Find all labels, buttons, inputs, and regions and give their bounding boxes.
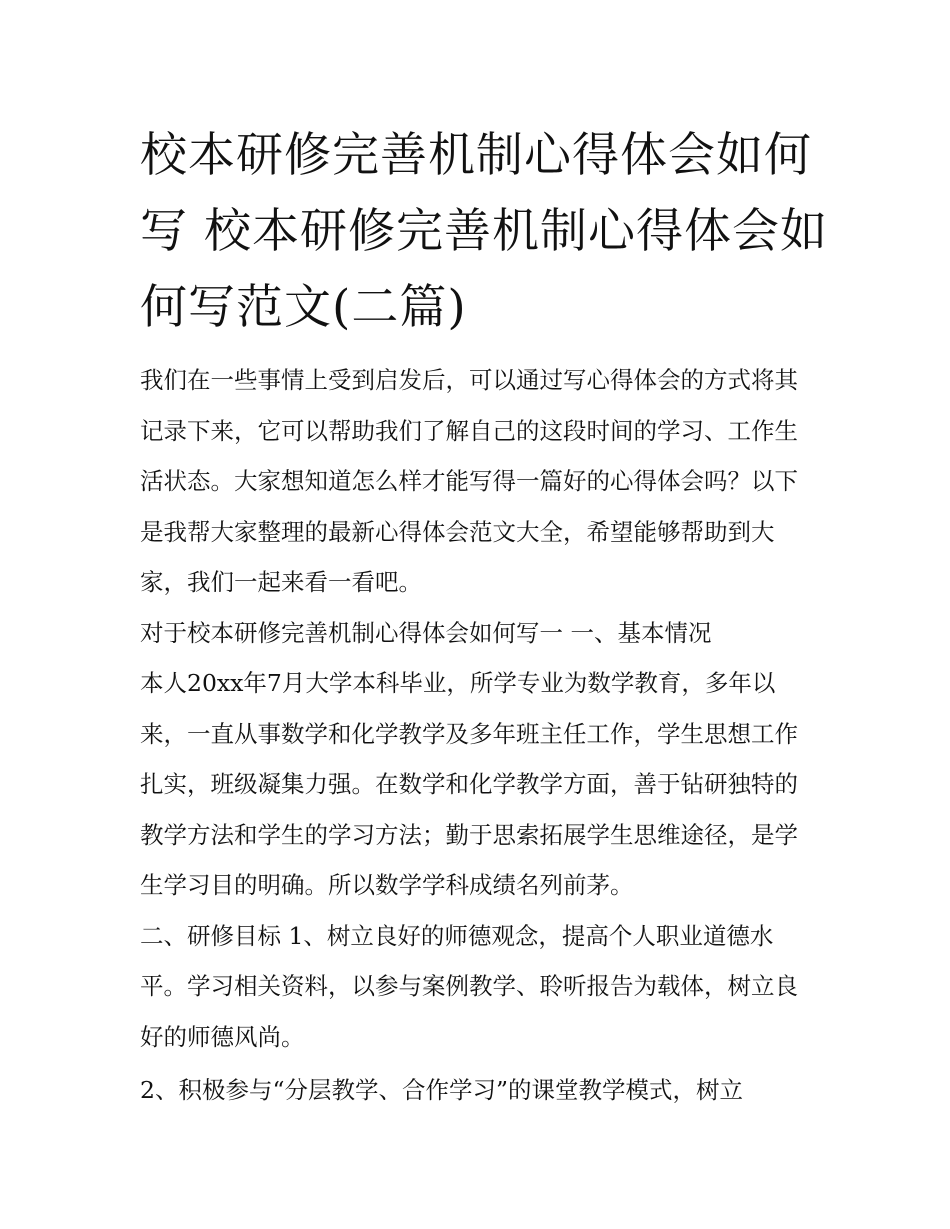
paragraph-intro: 我们在一些事情上受到启发后，可以通过写心得体会的方式将其记录下来，它可以帮助我们了解自己的这段时间的学习、工作生活状态。大家想知道怎么样才能写得一篇好的心得体会吗？以下是我帮大家整理的最新心得体会范文大全，希望能够帮助到大家，我们一起来看一看吧。	[140, 366, 798, 596]
paragraph-basic-info: 本人20xx年7月大学本科毕业，所学专业为数学教育，多年以来，一直从事数学和化学教学及多年班主任工作，学生思想工作扎实，班级凝集力强。在数学和化学教学方面，善于钻研独特的教学方法和学生的学习方法；勤于思索拓展学生思维途径，是学生学习目的明确。所以数学学科成绩名列前茅。	[140, 669, 798, 899]
paragraph-goal-2: 2、积极参与“分层教学、合作学习”的课堂教学模式，树立	[140, 1076, 743, 1104]
paragraph-section-heading: 对于校本研修完善机制心得体会如何写一 一、基本情况	[140, 618, 712, 647]
document-body	[140, 355, 820, 1116]
paragraph-goal-1: 二、研修目标 1、树立良好的师德观念，提高个人职业道德水平。学习相关资料，以参与案例教学、聆听报告为载体，树立良好的师德风尚。	[140, 921, 798, 1051]
document-title: 校本研修完善机制心得体会如何写 校本研修完善机制心得体会如何写范文(二篇)	[140, 128, 828, 335]
